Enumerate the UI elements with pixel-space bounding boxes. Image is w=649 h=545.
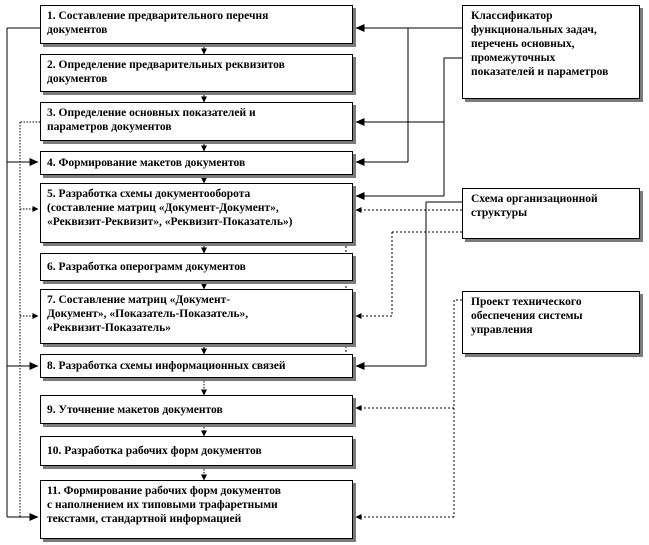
dotted-feeds xyxy=(346,210,462,517)
step-7: 7. Составление матриц «Документ- Документ», «Показатель-Показатель», «Реквизит-Показатель» xyxy=(40,289,353,344)
step-2: 2. Определение предварительных реквизитов документов xyxy=(40,54,353,92)
left-feedback-solid xyxy=(7,28,40,517)
step-4: 4. Формирование макетов документов xyxy=(40,151,353,175)
step-5: 5. Разработка схемы документооборота (составление матриц «Документ-Документ», «Реквизит-Реквизит», «Реквизит-Показатель») xyxy=(40,183,353,243)
classifier-feeds xyxy=(356,28,462,366)
step-10: 10. Разработка рабочих форм документов xyxy=(40,436,353,466)
source-classifier: Классификатор функциональных задач, перечень основных, промежуточных показателей и параметров xyxy=(462,5,640,99)
step-6: 6. Разработка оперограмм документов xyxy=(40,253,353,281)
step-8: 8. Разработка схемы информационных связей xyxy=(40,354,353,378)
left-feedback-dotted xyxy=(20,122,40,517)
step-11: 11. Формирование рабочих форм документов с наполнением их типовыми трафаретными текстами, стандартной информацией xyxy=(40,480,353,539)
step-9: 9. Уточнение макетов документов xyxy=(40,395,353,424)
source-tech-support: Проект технического обеспечения системы управления xyxy=(462,291,640,354)
step-1: 1. Составление предварительного перечня документов xyxy=(40,5,353,44)
step-3: 3. Определение основных показателей и параметров документов xyxy=(40,102,353,141)
source-org-structure: Схема организационной структуры xyxy=(462,188,640,239)
